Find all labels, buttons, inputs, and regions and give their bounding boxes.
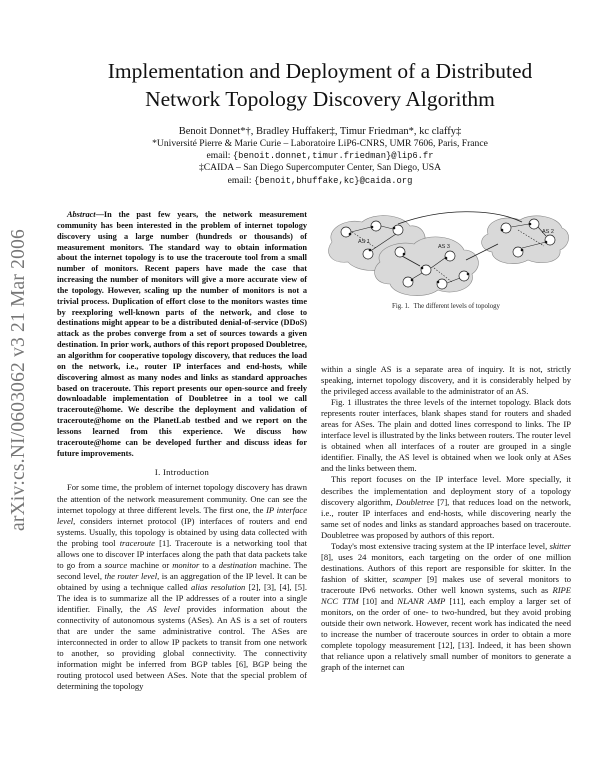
- emphasis: scamper: [392, 573, 422, 584]
- emphasis: Doubletree: [395, 496, 435, 507]
- router: [395, 247, 405, 257]
- router: [363, 249, 373, 259]
- router: [403, 277, 413, 287]
- author-block: [40, 125, 600, 187]
- emphasis: IP interface level: [57, 504, 307, 526]
- email-lip6[interactable]: {benoit.donnet,timur.friedman}@lip6.fr: [232, 151, 434, 162]
- right-paragraph-4: Today's most extensive tracing system at the IP interface level, skitter [8], uses 24 monitors, each targeting on the order of one million destinations. Authors of this report are responsible for skitter. In the fashion of skitter, scamper [9] makes use of several monitors to traceroute IPv6 networks. Other well known systems, such as RIPE NCC TTM [10] and NLANR AMP [11], each employ a larger set of monitors, on the order of one- to two-hundred, but they avoid probing outside their own network. However, recent work has indicated the need to increase the number of traceroute sources in order to obtain a more complete topology measurement [12], [13]. Indeed, it has been shown that reliance upon a relatively small number of monitors to generate a graph of the internet can: [321, 540, 571, 673]
- router: [513, 247, 523, 257]
- router: [437, 279, 447, 289]
- emphasis: AS level: [147, 603, 180, 614]
- as1-label: AS 1: [358, 239, 370, 245]
- as3-label: AS 3: [438, 244, 450, 250]
- affiliation-lip6: *Université Pierre & Marie Curie – Laboratoire LiP6-CNRS, UMR 7606, Paris, France: [152, 138, 488, 149]
- interface-dot: [393, 227, 396, 230]
- interface-dot: [403, 253, 406, 256]
- emphasis: NLANR AMP: [397, 595, 446, 606]
- interface-dot: [521, 249, 524, 252]
- interface-dot: [371, 226, 374, 229]
- intro-paragraph: For some time, the problem of internet topology discovery has drawn the attention of the network measurement community. One can see the internet topology at three different levels. The first one, the IP interface level, considers internet protocol (IP) interfaces of routers and end systems. Usually, this topology is obtained by using data collected with the probing tool traceroute [1]. Traceroute is a networking tool that allows one to discover IP interfaces along the path that data packets take to go from a source machine or monitor to a destination machine. The second level, the router level, is an aggregation of the IP level. It can be obtained by using a technique called alias resolution [2], [3], [4], [5]. The idea is to summarize all the IP addresses of a router into a single identifier. Finally, the AS level provides information about the connectivity of autonomous systems (ASes). An AS is a set of routers that are under the same administrative control. The ASes are interconnected in order to allow IP packets to transit from one network to another, so providing global connectivity. The connectivity information might be inferred from BGP tables [6], BGP being the routing protocol used between ASes. Note that the special problem of determining the topology: [57, 482, 308, 692]
- interface-dot: [411, 279, 414, 282]
- interface-dot: [369, 249, 372, 252]
- right-column: [321, 364, 571, 673]
- right-paragraph-3: This report focuses on the IP interface level. More specially, it describes the implementation and deployment story of a topology discovery algorithm, Doubletree [7], that reduces load on the network, i.e., router IP interfaces and end-hosts, while discovering nearly the same set of nodes and links as standard approaches based on traceroute. Doubletree was proposed by authors of this report.: [321, 474, 571, 540]
- email-line-lip6: [40, 150, 600, 162]
- section-heading-introduction: I. Introduction: [154, 467, 210, 478]
- right-paragraph-1: within a single AS is a separate area of inquiry. It is not, strictly speaking, internet topology discovery, and it is considerably helped by the privileged access available to the administrator of an AS.: [321, 364, 571, 397]
- emphasis: skitter: [549, 540, 571, 551]
- emphasis: traceroute: [119, 537, 155, 548]
- email-caida[interactable]: {benoit,bhuffake,kc}@caida.org: [254, 175, 413, 186]
- email-line-caida: [40, 175, 600, 187]
- emphasis: the router level: [104, 570, 158, 581]
- affiliation-caida: ‡CAIDA – San Diego Supercomputer Center, San Diego, USA: [198, 162, 442, 174]
- title-line-1: Implementation and Deployment of a Distributed: [107, 59, 533, 83]
- router: [545, 235, 555, 245]
- interface-dot: [349, 233, 352, 236]
- right-paragraph-2: Fig. 1 illustrates the three levels of the internet topology. Black dots represents router interfaces, blank shapes stand for routers and shaded areas for ASes. The plain and dotted lines correspond to links. The IP interface level is illustrated by the links between routers. The router level is obtained when all interfaces of a router are grouped in a single identifier. Finally, the AS level is obtained when we look only at ASes and the links between them.: [321, 397, 571, 474]
- as2-cloud: [482, 216, 569, 264]
- abstract-lead: Abstract: [67, 210, 96, 219]
- emphasis: RIPE NCC TTM: [321, 584, 571, 606]
- paper-title: [40, 57, 600, 113]
- router: [501, 223, 511, 233]
- arxiv-side-stamp: [4, 215, 34, 545]
- interface-dot: [529, 223, 532, 226]
- email-label: email:: [206, 150, 231, 162]
- emphasis: destination: [218, 559, 257, 570]
- interface-dot: [421, 267, 424, 270]
- interface-dot: [437, 281, 440, 284]
- router: [459, 271, 469, 281]
- router: [341, 227, 351, 237]
- figure-caption: [322, 303, 570, 310]
- interface-dot: [501, 229, 504, 232]
- email-label: email:: [227, 174, 252, 186]
- emphasis: alias resolution: [190, 581, 246, 592]
- abstract: [57, 210, 307, 459]
- emphasis: monitor: [172, 559, 200, 570]
- as2-label: AS 2: [542, 229, 554, 235]
- figure-caption-label: Fig. 1.: [392, 303, 410, 310]
- interface-dot: [445, 257, 448, 260]
- title-line-2: Network Topology Discovery Algorithm: [145, 87, 495, 111]
- arxiv-identifier: arXiv:cs.NI/0603062 v3 21 Mar 2006: [8, 229, 29, 531]
- router: [421, 265, 431, 275]
- emphasis: source: [104, 559, 128, 570]
- router: [393, 225, 403, 235]
- router: [445, 251, 455, 261]
- left-column: [57, 210, 307, 692]
- interface-dot: [467, 273, 470, 276]
- topology-figure: [322, 210, 570, 305]
- figure-caption-text: The different levels of topology: [413, 303, 500, 310]
- author-names: Benoit Donnet*†, Bradley Huffaker‡, Timur Friedman*, kc claffy‡: [178, 126, 462, 137]
- abstract-text: —In the past few years, the network measurement community has been interested in the problem of internet topology discovery using a large number (hundreds or thousands) of measurement monitors. The standard way to obtain information about the internet topology is to use the traceroute tool from a small number of monitors. Recent papers have made the case that increasing the number of monitors will give a more accurate view of the topology. However, scaling up the number of monitors is not a trivial process. Duplication of effort close to the monitors wastes time by reexploring well-known parts of the network, and close to destinations might appear to be a distributed denial-of-service (DDoS) attack as the probes converge from a set of sources towards a given destination. In prior work, authors of this report proposed Doubletree, an algorithm for cooperative topology discovery, that reduces the load on the network, i.e., router IP interfaces and end-hosts, while discovering almost as many nodes and links as standard approaches based on traceroute. This report presents our open-source and freely downloadable implementation of Doubletree in a tool we call traceroute@home. We describe the deployment and validation of traceroute@home on the PlanetLab testbed and we report on the lessons learned from this experience. We discuss how traceroute@home can be developed further and discuss ideas for future improvements.: [57, 210, 307, 458]
